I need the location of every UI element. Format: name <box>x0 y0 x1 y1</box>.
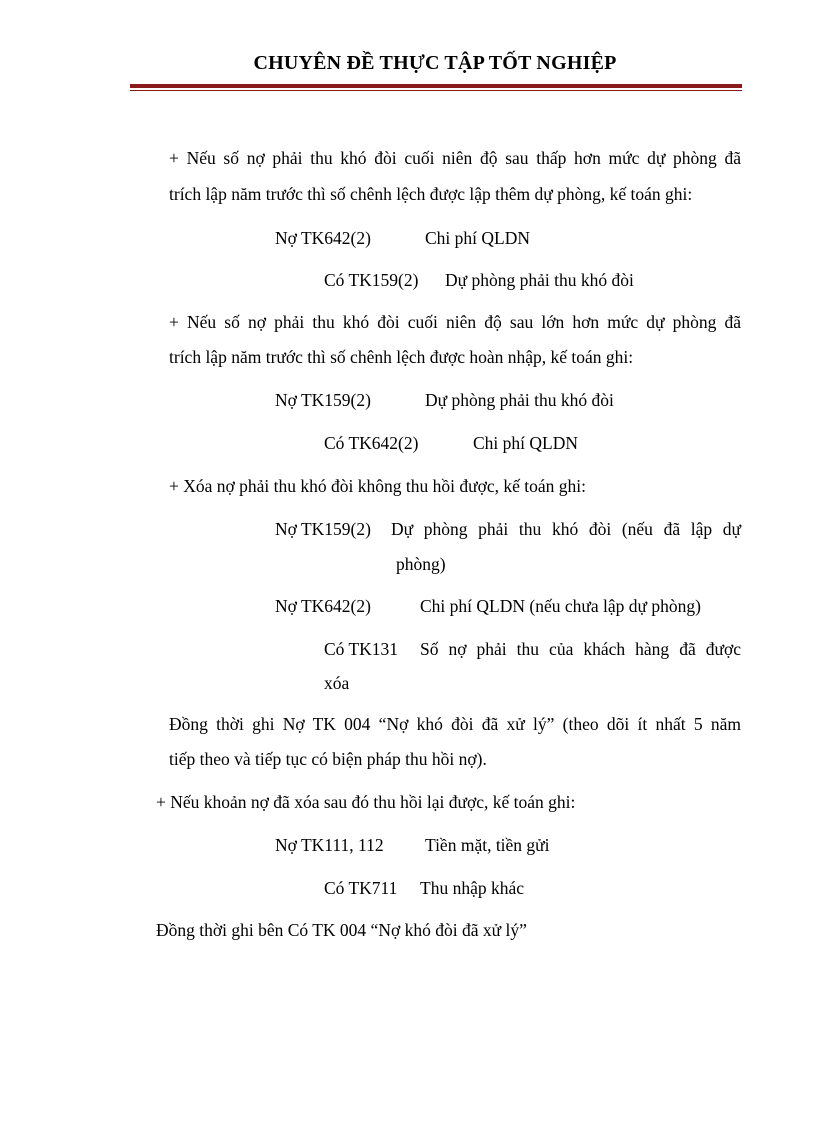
entry-2-debit <box>275 388 614 412</box>
entry-4-debit-account: Nợ TK111, 112 <box>275 835 384 855</box>
entry-3-debit-2 <box>275 594 701 618</box>
document-title: CHUYÊN ĐỀ THỰC TẬP TỐT NGHIỆP <box>253 52 617 74</box>
entry-2-debit-account: Nợ TK159(2) <box>275 390 371 410</box>
entry-3-debit-1-account: Nợ TK159(2) <box>275 519 371 539</box>
paragraph-1-line-2: trích lập năm trước thì số chênh lệch được lập thêm dự phòng, kế toán ghi: <box>169 184 693 204</box>
entry-2-credit-account: Có TK642(2) <box>324 433 419 453</box>
entry-1-debit-account: Nợ TK642(2) <box>275 228 371 248</box>
entry-2-debit-desc: Dự phòng phải thu khó đòi <box>425 390 614 410</box>
entry-4-debit-desc: Tiền mặt, tiền gửi <box>425 835 550 855</box>
paragraph-4-line-1: Đồng thời ghi Nợ TK 004 “Nợ khó đòi đã xử lý” (theo dõi ít nhất 5 năm <box>169 714 741 734</box>
paragraph-4-line-2: tiếp theo và tiếp tục có biện pháp thu hồi nợ). <box>169 749 487 769</box>
entry-3-debit-1-desc-line-1: Dự phòng phải thu khó đòi (nếu đã lập dự <box>391 519 741 539</box>
entry-3-credit-desc-line-2: xóa <box>324 673 350 693</box>
header-rule-thick <box>130 84 742 88</box>
entry-3-debit-1-desc-line-2: phòng) <box>396 554 446 574</box>
entry-3-debit-1 <box>275 517 371 541</box>
header-rule-thin <box>130 90 742 91</box>
entry-1-credit-account: Có TK159(2) <box>324 270 419 290</box>
paragraph-1-line-1: + Nếu số nợ phải thu khó đòi cuối niên độ sau thấp hơn mức dự phòng đã <box>169 148 741 168</box>
entry-2-credit <box>324 431 578 455</box>
paragraph-2-line-2: trích lập năm trước thì số chênh lệch được hoàn nhập, kế toán ghi: <box>169 347 634 367</box>
entry-1-credit-desc: Dự phòng phải thu khó đòi <box>445 270 634 290</box>
entry-3-credit-account: Có TK131 <box>324 639 399 659</box>
entry-1-debit <box>275 226 530 250</box>
paragraph-3-line-1: + Xóa nợ phải thu khó đòi không thu hồi được, kế toán ghi: <box>169 476 586 496</box>
entry-4-credit <box>324 876 524 900</box>
entry-4-debit <box>275 833 550 857</box>
entry-1-debit-desc: Chi phí QLDN <box>425 228 530 248</box>
paragraph-2-line-1: + Nếu số nợ phải thu khó đòi cuối niên độ sau lớn hơn mức dự phòng đã <box>169 312 741 332</box>
entry-3-debit-2-account: Nợ TK642(2) <box>275 596 371 616</box>
entry-3-credit <box>324 637 398 661</box>
entry-3-credit-desc-line-1: Số nợ phải thu của khách hàng đã được <box>420 639 741 659</box>
paragraph-5-line-1: + Nếu khoản nợ đã xóa sau đó thu hồi lại được, kế toán ghi: <box>156 792 576 812</box>
entry-2-credit-desc: Chi phí QLDN <box>473 433 578 453</box>
entry-4-credit-desc: Thu nhập khác <box>420 878 524 898</box>
entry-3-debit-2-desc: Chi phí QLDN (nếu chưa lập dự phòng) <box>420 596 701 616</box>
entry-4-credit-account: Có TK711 <box>324 878 398 898</box>
entry-1-credit <box>324 268 634 292</box>
paragraph-6-line-1: Đồng thời ghi bên Có TK 004 “Nợ khó đòi đã xử lý” <box>156 920 527 940</box>
